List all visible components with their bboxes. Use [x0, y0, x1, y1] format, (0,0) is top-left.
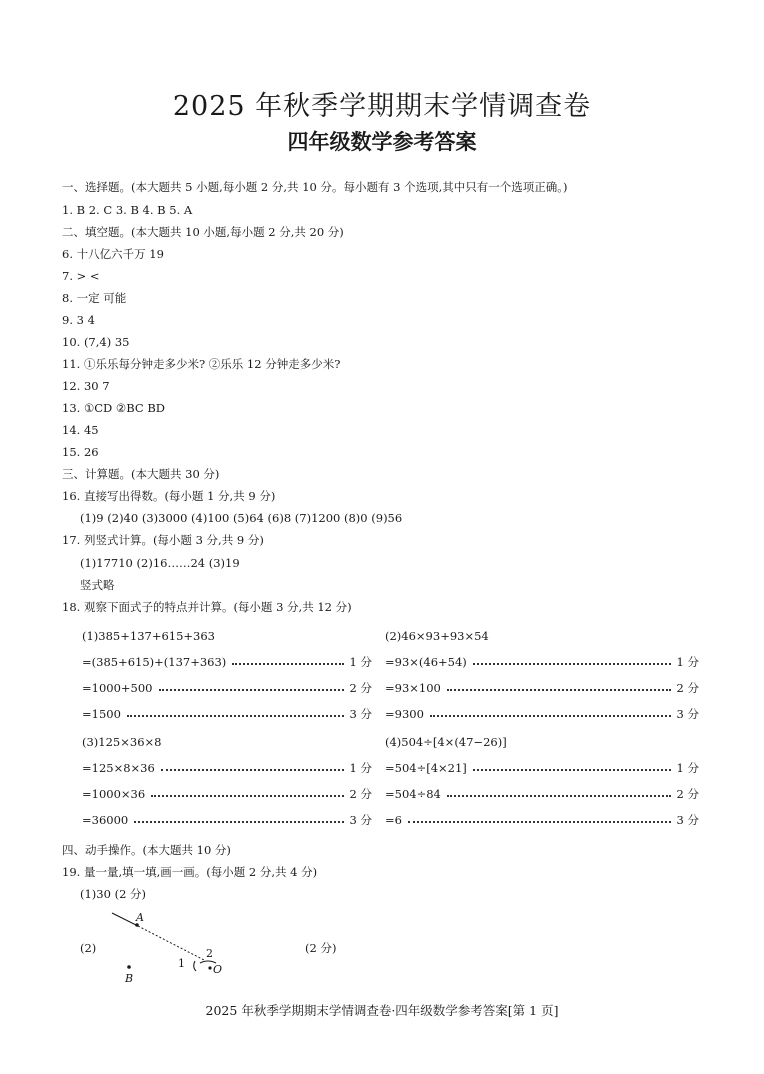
step-expr: =9300: [385, 707, 424, 721]
section1-answers: 1. B 2. C 3. B 4. B 5. A: [62, 203, 193, 217]
q18-p4-step3: [385, 812, 699, 828]
step-expr: =93×(46+54): [385, 655, 467, 669]
q18-p4-step1: [385, 760, 699, 776]
step-score: 1 分: [676, 655, 699, 669]
step-score: 3 分: [349, 707, 372, 721]
step-score: 2 分: [676, 681, 699, 695]
step-score: 3 分: [676, 813, 699, 827]
step-expr: =125×8×36: [82, 761, 155, 775]
q18-p2-step2: [385, 680, 699, 696]
page-subtitle: 四年级数学参考答案: [287, 129, 477, 154]
q9-answer: 9. 3 4: [62, 313, 95, 327]
point-b-label: B: [125, 972, 134, 985]
step-score: 2 分: [349, 681, 372, 695]
step-expr: =1000+500: [82, 681, 153, 695]
q11-answer: 11. ①乐乐每分钟走多少米? ②乐乐 12 分钟走多少米?: [62, 357, 341, 371]
leader-dots: [473, 654, 671, 665]
page-footer: 2025 年秋季学期期末学情调查卷·四年级数学参考答案[第 1 页]: [205, 1003, 559, 1018]
leader-dots: [447, 786, 671, 797]
q18-p2-step3: [385, 706, 699, 722]
leader-dots: [159, 680, 344, 691]
q18-p4-step2: [385, 786, 699, 802]
step-expr: =(385+615)+(137+363): [82, 655, 227, 669]
q19-answer2-score: (2 分): [305, 941, 337, 955]
ray-dashed: [138, 926, 204, 960]
angle-1-label: 1: [178, 957, 185, 970]
q19-title: 19. 量一量,填一填,画一画。(每小题 2 分,共 4 分): [62, 865, 318, 879]
q16-answers: (1)9 (2)40 (3)3000 (4)100 (5)64 (6)8 (7)1200 (8)0 (9)56: [80, 511, 403, 525]
q18-p2-step1: [385, 654, 699, 670]
section1-heading: 一、选择题。(本大题共 5 小题,每小题 2 分,共 10 分。每小题有 3 个选项,其中只有一个选项正确。): [62, 180, 568, 194]
step-score: 1 分: [349, 761, 372, 775]
q15-answer: 15. 26: [62, 445, 99, 459]
q18-p1-step3: [82, 706, 372, 722]
q17-title: 17. 列竖式计算。(每小题 3 分,共 9 分): [62, 533, 264, 547]
q10-answer: 10. (7,4) 35: [62, 335, 130, 349]
q18-p3-problem: (3)125×36×8: [82, 735, 162, 749]
leader-dots: [408, 812, 671, 823]
q18-p3-step1: [82, 760, 372, 776]
q18-p3-step2: [82, 786, 372, 802]
q18-p1-step1: [82, 654, 372, 670]
q18-p1-step2: [82, 680, 372, 696]
point-a-label: A: [136, 911, 144, 924]
point-o-dot: [208, 966, 211, 969]
step-expr: =504÷84: [385, 787, 441, 801]
q17-note: 竖式略: [80, 578, 115, 592]
point-o-label: O: [213, 963, 223, 976]
step-score: 3 分: [676, 707, 699, 721]
leader-dots: [473, 760, 671, 771]
q18-p4-problem: (4)504÷[4×(47−26)]: [385, 735, 507, 749]
point-b-dot: [127, 965, 131, 969]
leader-dots: [127, 706, 344, 717]
step-expr: =6: [385, 813, 402, 827]
q16-title: 16. 直接写出得数。(每小题 1 分,共 9 分): [62, 489, 276, 503]
q18-p1-problem: (1)385+137+615+363: [82, 629, 215, 643]
leader-dots: [134, 812, 343, 823]
q19-answer2-label: (2): [80, 941, 97, 955]
angle-2-label: 2: [206, 947, 213, 960]
step-expr: =1500: [82, 707, 121, 721]
step-score: 1 分: [676, 761, 699, 775]
q18-p3-step3: [82, 812, 372, 828]
leader-dots: [430, 706, 671, 717]
q8-answer: 8. 一定 可能: [62, 291, 127, 305]
angle-arc-1: [194, 961, 196, 971]
q17-answers: (1)17710 (2)16……24 (3)19: [80, 556, 240, 570]
q18-title: 18. 观察下面式子的特点并计算。(每小题 3 分,共 12 分): [62, 600, 352, 614]
leader-dots: [151, 786, 343, 797]
section2-heading: 二、填空题。(本大题共 10 小题,每小题 2 分,共 20 分): [62, 225, 344, 239]
step-expr: =93×100: [385, 681, 441, 695]
q7-answer: 7. > <: [62, 269, 100, 283]
step-score: 2 分: [676, 787, 699, 801]
section3-heading: 三、计算题。(本大题共 30 分): [62, 467, 220, 481]
leader-dots: [232, 654, 343, 665]
section4-heading: 四、动手操作。(本大题共 10 分): [62, 843, 231, 857]
q13-answer: 13. ①CD ②BC BD: [62, 401, 166, 415]
q6-answer: 6. 十八亿六千万 19: [62, 247, 164, 261]
step-score: 1 分: [349, 655, 372, 669]
q14-answer: 14. 45: [62, 423, 99, 437]
step-expr: =36000: [82, 813, 129, 827]
step-expr: =504÷[4×21]: [385, 761, 467, 775]
q18-p2-problem: (2)46×93+93×54: [385, 629, 489, 643]
page-title: 2025 年秋季学期期末学情调查卷: [172, 91, 592, 122]
q19-answer1: (1)30 (2 分): [80, 887, 147, 901]
leader-dots: [447, 680, 671, 691]
ray-solid: [112, 913, 138, 926]
angle-figure: [100, 905, 240, 990]
q12-answer: 12. 30 7: [62, 379, 110, 393]
step-score: 2 分: [349, 787, 372, 801]
step-expr: =1000×36: [82, 787, 146, 801]
leader-dots: [161, 760, 344, 771]
step-score: 3 分: [349, 813, 372, 827]
